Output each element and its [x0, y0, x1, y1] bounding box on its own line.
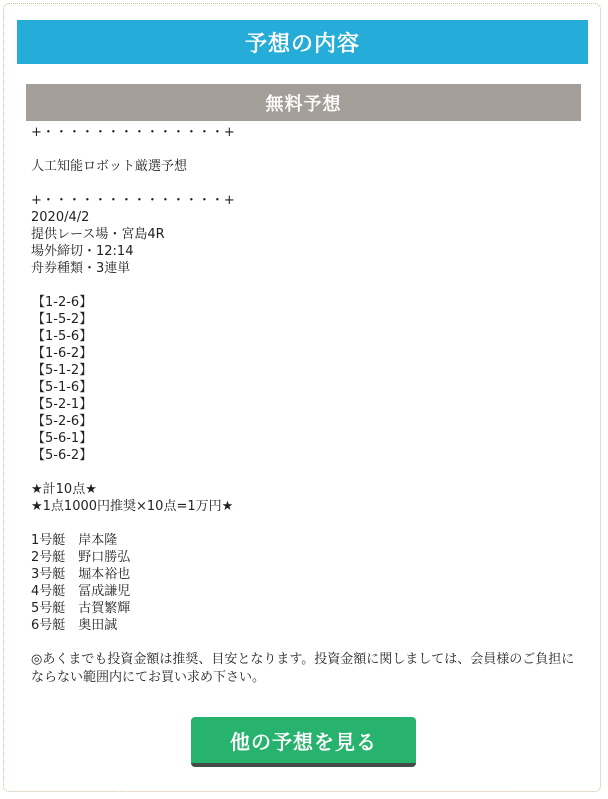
pick-item: 【5-6-1】 — [32, 431, 93, 446]
boat-row — [31, 566, 581, 583]
boat-row — [31, 617, 581, 634]
section-title-bar — [26, 84, 581, 121]
pick-list — [31, 294, 581, 464]
bet-recommendation: ★1点1000円推奨×10点=1万円★ — [31, 499, 234, 514]
boat-number: 3号艇 — [31, 567, 66, 582]
view-other-forecasts-button[interactable]: 他の予想を見る — [191, 717, 416, 767]
racer-name: 冨成謙児 — [78, 584, 131, 599]
pick-item: 【5-2-6】 — [32, 414, 93, 429]
boat-row — [31, 549, 581, 566]
divider-top: +・・・・・・・・・・・・・・+ — [31, 125, 235, 140]
pick-item: 【5-1-2】 — [32, 363, 93, 378]
boat-number: 2号艇 — [31, 550, 66, 565]
section-title: 無料予想 — [265, 93, 342, 115]
forecast-body — [31, 124, 581, 687]
pick-item: 【1-5-6】 — [32, 329, 93, 344]
racer-name: 堀本裕也 — [78, 567, 131, 582]
divider-mid: +・・・・・・・・・・・・・・+ — [31, 193, 235, 208]
racer-name: 奥田誠 — [78, 618, 118, 633]
racer-name: 野口勝弘 — [78, 550, 131, 565]
boat-row — [31, 600, 581, 617]
racer-name: 古賀繁輝 — [78, 601, 131, 616]
boat-row — [31, 583, 581, 600]
disclaimer-note: ◎あくまでも投資金額は推奨、目安となります。投資金額に関しましては、会員様のご負担にならない範囲内にてお買い求め下さい。 — [31, 652, 575, 685]
pick-total: ★計10点★ — [31, 482, 97, 497]
boat-number: 1号艇 — [31, 533, 66, 548]
pick-item: 【1-2-6】 — [32, 295, 93, 310]
ticket-type: 舟券種類・3連単 — [31, 261, 131, 276]
pick-item: 【5-2-1】 — [32, 397, 93, 412]
racer-name: 岸本隆 — [78, 533, 118, 548]
forecast-heading: 人工知能ロボット厳選予想 — [31, 159, 188, 174]
race-date: 2020/4/2 — [31, 210, 90, 225]
pick-item: 【5-1-6】 — [32, 380, 93, 395]
race-deadline: 場外締切・12:14 — [31, 244, 134, 259]
race-venue: 提供レース場・宮島4R — [31, 227, 165, 242]
pick-item: 【1-6-2】 — [32, 346, 93, 361]
boat-number: 6号艇 — [31, 618, 66, 633]
boat-row — [31, 532, 581, 549]
boat-list — [31, 532, 581, 634]
page-title-bar — [17, 20, 588, 64]
boat-number: 5号艇 — [31, 601, 66, 616]
boat-number: 4号艇 — [31, 584, 66, 599]
page-title: 予想の内容 — [244, 31, 360, 57]
pick-item: 【5-6-2】 — [32, 448, 93, 463]
pick-item: 【1-5-2】 — [32, 312, 93, 327]
